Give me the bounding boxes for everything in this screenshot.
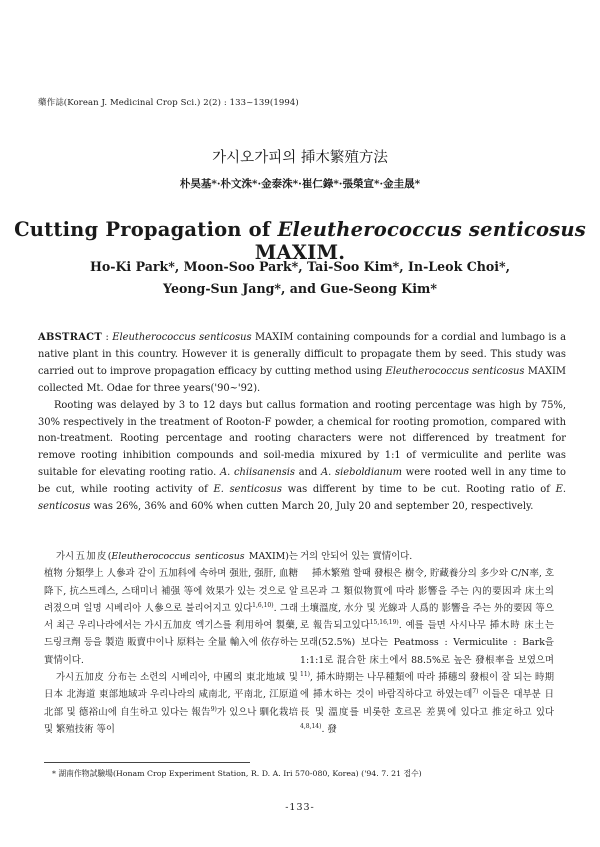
species-name: Eleutherococcus senticosus — [111, 551, 245, 562]
title-en-prefix: Cutting Propagation of — [14, 218, 278, 241]
page-number: -133- — [285, 802, 315, 813]
authors-english — [0, 256, 600, 300]
abstract-paragraph-2: Rooting was delayed by 3 to 12 days but callus formation and rooting percentage was high by 75%, 30% respectively in the treatment of Rooton-F powder, a chemical for rooting promotion, compared with non-treatment. Rooting percentage and rooting characters were not differenced by treatment for remove rooting inhibition compounds and soil-media mixured by 1:1 of vermiculite and perlite was suitable for elevating rooting ratio. A. chiisanensis and A. sieboldianum were rooted well in any time to be cut, while rooting activity of E. senticosus was different by time to be cut. Rooting ratio of E. senticosus was 26%, 36% and 60% when cutten March 20, July 20 and september 20, respectively. — [38, 399, 567, 513]
footnote-divider — [44, 762, 250, 763]
species-name: E. senticosus — [38, 484, 567, 513]
body-column-right — [300, 548, 554, 738]
journal-citation: 藥作誌(Korean J. Medicinal Crop Sci.) 2(2) : 133~139(1994) — [38, 98, 299, 108]
citation-ref: 7) — [472, 688, 479, 696]
footnote: * 湖南作物試驗場(Honam Crop Experiment Station, R. D. A. Iri 570-080, Korea) ('94. 7. 21 접수) — [52, 769, 422, 778]
title-en-suffix: MAXIM. — [254, 241, 346, 264]
body-column-left — [44, 548, 298, 738]
species-name: Eleutherococcus senticosus — [385, 365, 525, 377]
citation-ref: 9) — [210, 705, 217, 713]
citation-ref: 15,16,19) — [369, 619, 399, 627]
citation-ref: 11) — [300, 671, 310, 679]
species-name: Eleutherococcus senticosus — [112, 332, 252, 343]
abstract-paragraph-1: ABSTRACT : Eleutherococcus senticosus MAXIM containing compounds for a cordial and lumbago is a native plant in this country. However it is generally difficult to propagate them by seed. This study was carried out to improve propagation efficacy by cutting method using Eleutherococcus senticosus MAXIM collected Mt. Odae for three years('90~'92). — [38, 332, 567, 394]
species-name: A. sieboldianum — [321, 467, 403, 479]
abstract-label: ABSTRACT — [38, 332, 102, 343]
title-en-species: Eleutherococcus senticosus — [277, 218, 586, 241]
authors-korean: 朴昊基*·朴文洙*·金泰洙*·崔仁錄*·張榮宣*·金圭晟* — [179, 178, 421, 190]
title-korean: 가시오가피의 揷木繁殖方法 — [212, 150, 388, 166]
body-paragraph: 가시五加皮(Eleutherococcus senticosus MAXIM)는 植物 分類學上 人參과 같이 五加科에 속하며 强壯, 强肝, 血糖降下, 抗스트레스, 스태미너 補强 等에 效果가 있는 것으로 알려졌으며 일명 시베리아 人參으로 불리어지고 있다$^{1,6,10)}$. 그래서 최근 우리나라에서는 가시五加皮 엑기스를 利用하여 製藥, 드링크劑 등을 製造 販賣中이나 原料는 全量 輸入에 依存하는 實情이다. — [44, 551, 298, 666]
abstract — [38, 330, 566, 516]
species-name: E. senticosus — [213, 484, 282, 496]
authors-en-line-2: Yeong-Sun Jang*, and Gue-Seong Kim* — [163, 281, 437, 296]
species-name: A. chiisanensis — [219, 467, 295, 479]
citation-ref: 1,6,10) — [252, 601, 274, 609]
authors-en-line-1: Ho-Ki Park*, Moon-Soo Park*, Tai-Soo Kim*, In-Leok Choi*, — [89, 259, 511, 274]
body-paragraph: 가시五加皮 分布는 소련의 시베리아, 中國의 東北地域 및 日本 北海道 東部地域과 우리나라의 咸南北, 平南北, 江原道 北部 및 德裕山에 自生하고 있다는 報告$^{9)}$가 있으나 馴化栽培 및 繁殖技術 等이 — [44, 672, 298, 735]
body-paragraph: 거의 안되어 있는 實情이다. — [300, 551, 413, 562]
citation-ref: 4,8,14) — [300, 722, 322, 730]
body-paragraph: 揷木繁殖 할때 發根은 樹令, 貯藏養分의 多少와 C/N率, 호르몬과 그 類似物質에 따라 影響을 주는 內的要因과 床土의 土壤溫度, 水分 및 光線과 人爲的 影響을 주는 外的要因 等으로 報告되고있다$^{15,16,19)}$. 예를 들면 사시나무 揷木時 床土는 모래(52.5%) 보다는 Peatmoss : Vermiculite : Bark을 1:1:1로 混合한 床土에서 88.5%로 높은 發根率을 보였으며$^{11)}$, 揷木時期는 나무種類에 따라 揷穗의 發根이 잘 되는 時期에 揷木하는 것이 바람직하다고 하였는데$^{7)}$ 이들은 대부분 日長 및 溫度를 비롯한 호르몬 差異에 있다고 推定하고 있다$^{4,8,14)}$. 發 — [300, 568, 555, 735]
